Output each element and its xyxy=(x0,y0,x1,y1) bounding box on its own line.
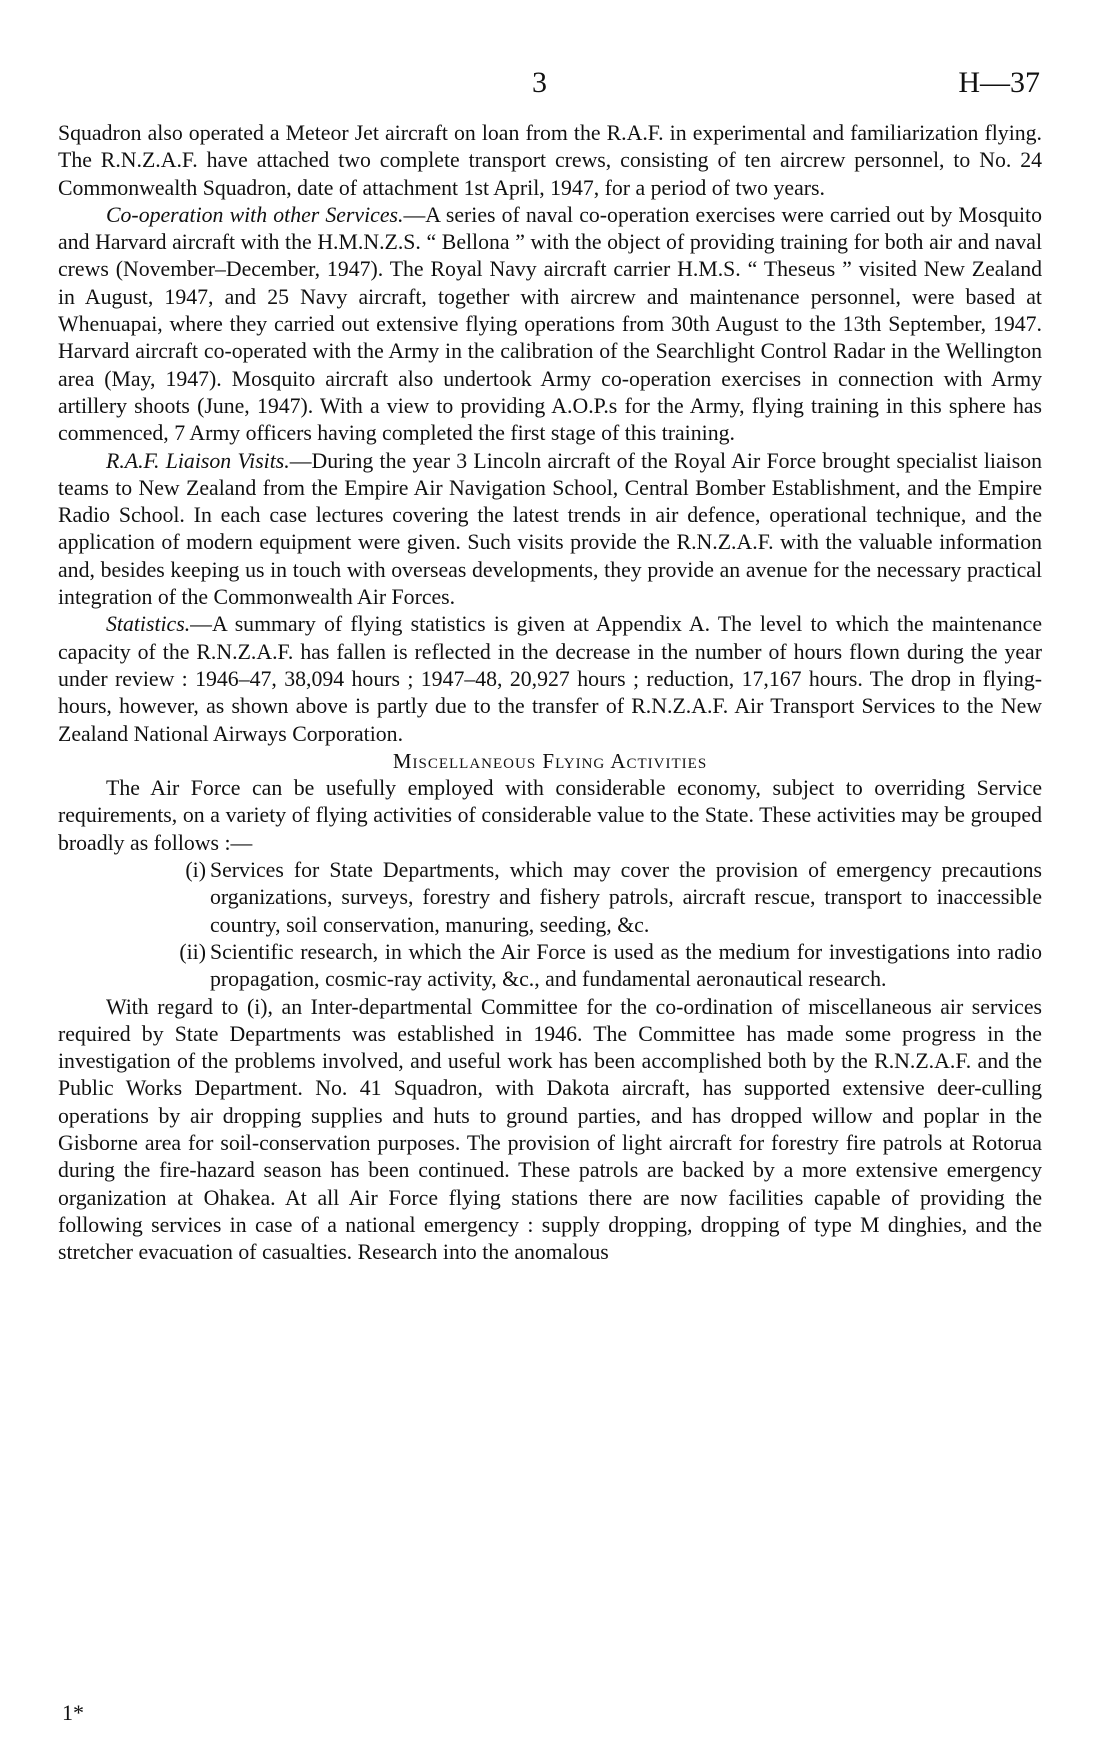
list-item-number: (i) xyxy=(185,858,206,883)
paragraph-text: —A summary of flying statistics is given at Appendix A. The level to which the maintenance capacity of the R.N.Z.A.F. has fallen is reflected in the decrease in the number of hours flown during the year under review : 1946–47, 38,094 hours ; 1947–48, 20,927 hours ; reduction, 17,167 hours. The drop in flying-hours, however, as shown above is partly due to the transfer of R.N.Z.A.F. Air Transport Services to the New Zealand National Airways Corporation. xyxy=(58,612,1042,746)
paragraph: With regard to (i), an Inter-departmental Committee for the co-ordination of miscellaneous air services required by State Departments was established in 1946. The Committee has made some progress in the investigation of the problems involved, and useful work has been accomplished both by the R.N.Z.A.F. and the Public Works Department. No. 41 Squadron, with Dakota aircraft, has supported extensive deer-culling operations by air dropping supplies and huts to ground parties, and has dropped willow and poplar in the Gisborne area for soil-conservation purposes. The provision of light aircraft for forestry fire patrols at Rotorua during the fire-hazard season has been continued. These patrols are backed by a more extensive emergency organization at Ohakea. At all Air Force flying stations there are now facilities capable of providing the following services in case of a national emergency : supply dropping, dropping of type M dinghies, and the stretcher evacuation of casualties. Research into the anomalous xyxy=(58,994,1042,1265)
list-item xyxy=(58,857,1042,939)
paragraph: The Air Force can be usefully employed with considerable economy, subject to overriding Service requirements, on a variety of flying activities of considerable value to the State. These activities may be grouped broadly as follows :— xyxy=(58,776,1042,855)
paragraph xyxy=(58,448,1042,612)
paragraph-heading: R.A.F. Liaison Visits. xyxy=(106,448,290,473)
paragraph-text: —A series of naval co-operation exercises were carried out by Mosquito and Harvard aircraft with the H.M.N.Z.S. “ Bellona ” with the object of providing training for both air and naval crews (November–December, 1947). The Royal Navy aircraft carrier H.M.S. “ Theseus ” visited New Zealand in August, 1947, and 25 Navy aircraft, together with aircrew and maintenance personnel, were based at Whenuapai, where they carried out extensive flying operations from 30th August to the 13th September, 1947. Harvard aircraft co-operated with the Army in the calibration of the Searchlight Control Radar in the Wellington area (May, 1947). Mosquito aircraft also undertook Army co-operation exercises in connection with Army artillery shoots (June, 1947). With a view to providing A.O.P.s for the Army, flying training in this sphere has commenced, 7 Army officers having completed the first stage of this training. xyxy=(58,202,1042,446)
page-number: 3 xyxy=(532,66,547,99)
list-item-text: Scientific research, in which the Air Force is used as the medium for investigations into radio propagation, cosmic-ray activity, &c., and fundamental aeronautical research. xyxy=(210,939,1042,992)
document-reference: H—37 xyxy=(958,66,1040,99)
body-text xyxy=(58,120,1042,1266)
paragraph xyxy=(58,202,1042,448)
footer-mark: 1* xyxy=(62,1700,84,1725)
paragraph-heading: Statistics. xyxy=(106,612,191,637)
paragraph: Squadron also operated a Meteor Jet aircraft on loan from the R.A.F. in experimental and familiarization flying. The R.N.Z.A.F. have attached two complete transport crews, consisting of ten aircrew personnel, to No. 24 Commonwealth Squadron, date of attachment 1st April, 1947, for a period of two years. xyxy=(58,121,1042,200)
paragraph xyxy=(58,611,1042,747)
list-item-text: Services for State Departments, which may cover the provision of emergency precautions organizations, surveys, forestry and fishery patrols, aircraft rescue, transport to inaccessible country, soil conservation, manuring, seeding, &c. xyxy=(210,858,1042,937)
paragraph-text: —During the year 3 Lincoln aircraft of the Royal Air Force brought specialist liaison teams to New Zealand from the Empire Air Navigation School, Central Bomber Establishment, and the Empire Radio School. In each case lectures covering the latest trends in air defence, operational technique, and the application of modern equipment were given. Such visits provide the R.N.Z.A.F. with the valuable information and, besides keeping us in touch with overseas developments, they provide an avenue for the necessary practical integration of the Commonwealth Air Forces. xyxy=(58,448,1042,610)
paragraph-heading: Co-operation with other Services. xyxy=(106,202,404,227)
section-heading: Miscellaneous Flying Activities xyxy=(392,748,708,773)
list-item xyxy=(58,939,1042,994)
list-item-number: (ii) xyxy=(179,939,206,964)
page-header xyxy=(0,66,1114,106)
